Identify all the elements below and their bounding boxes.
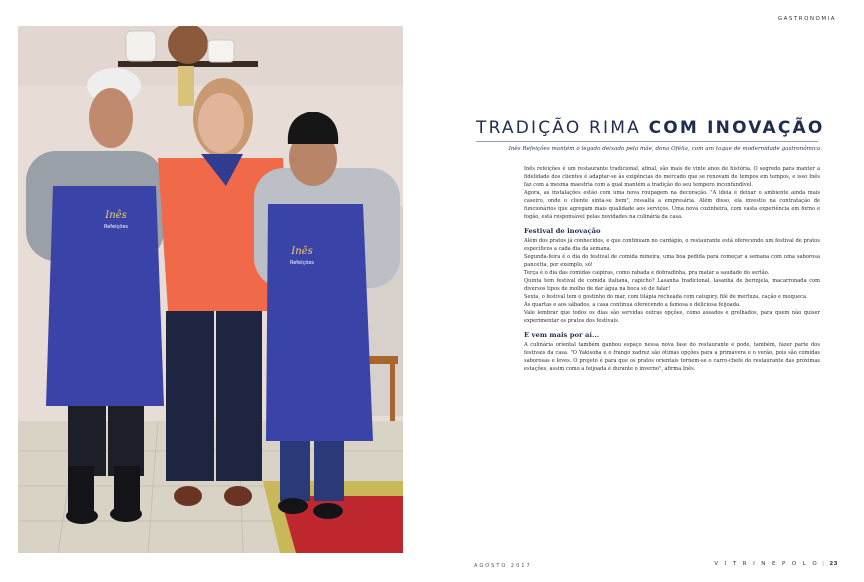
article-subtitle: Inês Refeições mantém o legado deixado pela mãe, dona Ofélia, com um toque de modernidade gastronômica. xyxy=(508,146,822,152)
body-paragraph: A culinária oriental também ganhou espaço nessa nova fase do restaurante e pode, também, fazer parte dos festivais da casa. "O Yakisoba e o frango xadrez são ótimas opções para a primavera e o verão, pois são comidas saborosas e leves. O projeto é para que os pratos orientais tornem-se o carro-chefe do restaurante das próximas estações, assim como a feijoada é durante o inverno", afirma Inês. xyxy=(524,342,820,372)
body-paragraph: Sexta, o festival tem o gostinho do mar, com tilápia recheada com catupiry, filé de merluza, cação e moqueca. xyxy=(524,294,808,300)
body-paragraph: Terça é o dia das comidas caipiras, como rabada e dobradinha, pra matar a saudade do sertão. xyxy=(524,270,770,276)
section-heading: Festival de inovação xyxy=(524,227,601,235)
title-bold: COM INOVAÇÃO xyxy=(648,118,825,138)
issue-date: AGOSTO 2017 xyxy=(474,563,532,569)
body-paragraph: Segunda-feira é o dia do festival de comida mineira, uma boa pedida para começar a semana com uma saborosa pancetta, por exemplo, só! xyxy=(524,254,820,268)
apron-logo-left: Inês xyxy=(105,210,127,221)
article-title xyxy=(476,118,825,138)
body-paragraph: Agora, as instalações estão com uma nova roupagem na decoração. "A ideia é deixar o ambiente ainda mais caseiro, onde o cliente sinta-se bem", ressalta a empresária. Além disso, ela investiu na contratação de funcionários que agregam mais qualidade aos serviços. Uma nova cozinheira, com vasta experiência em forno e fogão, está responsável pelas novidades na culinária da casa. xyxy=(524,190,820,220)
magazine-name: V I T R I N E P O L O xyxy=(714,561,820,567)
photo-illustration xyxy=(18,26,403,553)
title-divider xyxy=(476,141,818,142)
title-light: TRADIÇÃO RIMA xyxy=(476,118,641,138)
section-tag: GASTRONOMIA xyxy=(777,16,836,22)
article-body xyxy=(524,165,820,373)
body-paragraph: Quinta tem festival de comida italiana, capicho? Lasanha tradicional, lasanha de berinjela, macarronada com diversos tipos de molho de dar água na boca só de falar! xyxy=(524,278,820,292)
body-paragraph: Às quartas e aos sábados, a casa continua oferecendo a famosa e deliciosa feijoada. xyxy=(524,302,741,308)
apron-logo-right-sub: Refeições xyxy=(289,260,315,266)
body-paragraph: Inês refeições é um restaurante tradicional, afinal, são mais de vinte anos de história. O segredo para manter a fidelidade dos clientes é adaptar-se às exigências do mercado que se renovam de tempos em tempos, e isso Inês faz com a mesma maestria com a qual mantém a tradição do seu tempero inconfundível. xyxy=(524,166,820,188)
page-footer xyxy=(714,561,838,567)
footer-separator: | xyxy=(822,561,827,567)
apron-logo-right: Inês xyxy=(291,246,313,257)
body-paragraph: Vale lembrar que todos os dias são servidas outras opções, como assados e grelhados, para quem não quiser experimentar os pratos dos festivais. xyxy=(524,310,820,324)
section-heading: E vem mais por aí... xyxy=(524,331,600,339)
apron-logo-left-sub: Refeições xyxy=(103,224,129,230)
body-paragraph: Além dos pratos já conhecidos, e que continuam no cardápio, o restaurante está oferecendo um festival de pratos específicos a cada dia da semana. xyxy=(524,238,820,252)
restaurant-photo xyxy=(18,26,403,553)
page-number: 23 xyxy=(829,561,838,567)
